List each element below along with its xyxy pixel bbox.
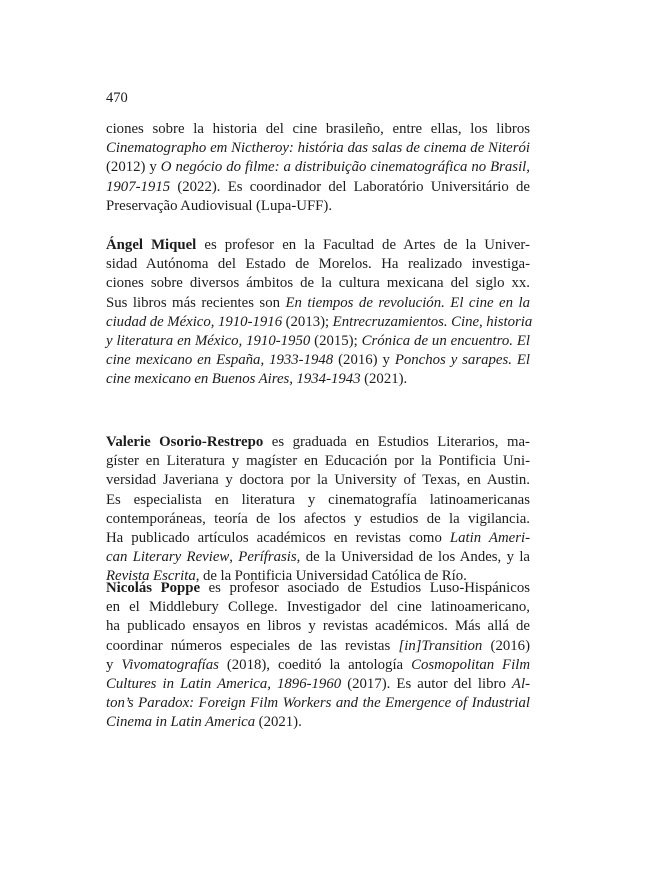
text-line xyxy=(106,236,530,255)
text-run: contemporáneas, teoría de los afectos y estudios de la vigilancia. xyxy=(106,510,530,527)
text-run: es graduada en Estudios Literarios, ma- xyxy=(263,434,530,450)
text-line xyxy=(106,197,530,216)
italic-title: Ponchos y sarapes. El xyxy=(394,352,530,369)
text-run: ha publicado ensayos en libros y revistas académicos. Más allá de xyxy=(106,618,530,635)
text-line xyxy=(106,332,530,351)
text-run: , xyxy=(229,549,239,566)
text-line xyxy=(106,656,530,675)
bio-paragraph-angel-miquel xyxy=(106,236,533,390)
bio-paragraph-nicolas-poppe xyxy=(106,579,530,733)
text-line xyxy=(106,529,530,548)
text-run: , de la Universidad de los Andes, y la xyxy=(296,549,530,566)
italic-title: En tiempos de revolución. El cine en la xyxy=(285,294,530,311)
author-name: Valerie Osorio-Restrepo xyxy=(106,434,264,450)
italic-title: Latin Ameri- xyxy=(449,530,530,547)
italic-title: Vivomatografías xyxy=(121,656,219,673)
text-run: (2021). xyxy=(255,714,302,731)
text-line xyxy=(106,452,530,471)
italic-title: cine mexicano en España, 1933-1948 xyxy=(106,352,334,369)
text-run: (2015); xyxy=(310,333,362,350)
text-line xyxy=(106,598,530,617)
text-line xyxy=(106,637,530,656)
text-run: (2017). Es autor del libro xyxy=(341,676,512,693)
italic-title: ton’s Paradox: Foreign Film Workers and the Emergence of Industrial xyxy=(106,695,530,712)
text-run: sidad Autónoma del Estado de Morelos. Ha realizado investiga- xyxy=(106,256,530,273)
text-line xyxy=(106,139,530,158)
text-run: (2018), coeditó la antología xyxy=(218,656,412,673)
text-run: (2016) y xyxy=(333,352,395,369)
text-run: (2012) y xyxy=(106,159,161,176)
bio-paragraph-valerie-osorio-restrepo xyxy=(106,433,530,587)
author-name: Ángel Miquel xyxy=(106,237,197,253)
text-run: (2013); xyxy=(282,313,333,330)
text-line xyxy=(106,120,530,139)
italic-title: ciudad de México, 1910-1916 xyxy=(106,313,283,330)
text-run: (2022). Es coordinador del Laboratório Universitário de xyxy=(170,178,530,195)
italic-title: Revista Escrita xyxy=(106,568,196,585)
text-line xyxy=(106,294,530,313)
text-line xyxy=(106,548,530,567)
text-line xyxy=(106,510,530,529)
text-run: y xyxy=(106,656,122,673)
text-line xyxy=(106,694,530,713)
italic-title: [in]Transition xyxy=(398,637,483,654)
italic-title: can Literary Review xyxy=(106,549,230,566)
italic-title: Cultures in Latin America, 1896-1960 xyxy=(106,676,342,693)
text-line xyxy=(106,158,530,177)
text-run: es profesor asociado de Estudios Luso-Hispánicos xyxy=(200,580,531,596)
text-run: Ha publicado artículos académicos en revistas como xyxy=(106,530,450,547)
text-run: , de la Pontificia Universidad Católica de Río. xyxy=(195,568,467,585)
text-line xyxy=(106,713,530,732)
italic-title: Perífrasis xyxy=(238,549,297,566)
italic-title: 1907-1915 xyxy=(106,178,171,195)
italic-title: Cinematographo em Nictheroy: história das salas de cinema de Niterói xyxy=(106,140,530,157)
text-line xyxy=(106,675,530,694)
text-run: en el Middlebury College. Investigador del cine latinoamericano, xyxy=(106,599,530,616)
text-run: Es especialista en literatura y cinematografía latinoamericanas xyxy=(106,491,530,508)
text-run: coordinar números especiales de las revistas xyxy=(106,637,399,654)
text-line xyxy=(106,370,530,389)
bio-paragraph-1 xyxy=(106,120,530,216)
italic-title: Crónica de un encuentro. El xyxy=(361,333,531,350)
italic-title: Cosmopolitan Film xyxy=(411,656,531,673)
text-run: Sus libros más recientes son xyxy=(106,294,286,311)
text-run: es profesor en la Facultad de Artes de la Univer- xyxy=(196,237,530,253)
text-line xyxy=(106,471,530,490)
italic-title: Cinema in Latin America xyxy=(106,714,256,731)
italic-title: cine mexicano en Buenos Aires, 1934-1943 xyxy=(106,371,361,388)
text-run: (2016) xyxy=(482,637,530,654)
text-run: ciones sobre la historia del cine brasileño, entre ellas, los libros xyxy=(106,121,530,137)
italic-title: O negócio do filme: a distribuição cinematográfica no Brasil, xyxy=(160,159,530,176)
italic-title: Entrecruzamientos. Cine, historia xyxy=(332,313,533,330)
author-name: Nicolás Poppe xyxy=(106,580,201,596)
text-line xyxy=(106,255,530,274)
text-run: Preservação Audiovisual (Lupa-UFF). xyxy=(106,197,333,214)
text-line xyxy=(106,579,530,598)
text-line xyxy=(106,313,533,332)
text-line xyxy=(106,178,530,197)
text-line xyxy=(106,617,530,636)
text-run: gíster en Literatura y magíster en Educación por la Pontificia Uni- xyxy=(106,453,530,470)
text-line xyxy=(106,433,530,452)
text-line xyxy=(106,491,530,510)
italic-title: Al- xyxy=(511,676,530,693)
text-line xyxy=(106,351,530,370)
italic-title: y literatura en México, 1910-1950 xyxy=(106,333,311,350)
text-line xyxy=(106,274,530,293)
text-run: versidad Javeriana y doctora por la University of Texas, en Austin. xyxy=(106,472,530,489)
page-number: 470 xyxy=(106,90,128,106)
text-run: (2021). xyxy=(360,371,408,388)
text-run: ciones sobre diversos ámbitos de la cultura mexicana del siglo xx. xyxy=(106,275,530,292)
